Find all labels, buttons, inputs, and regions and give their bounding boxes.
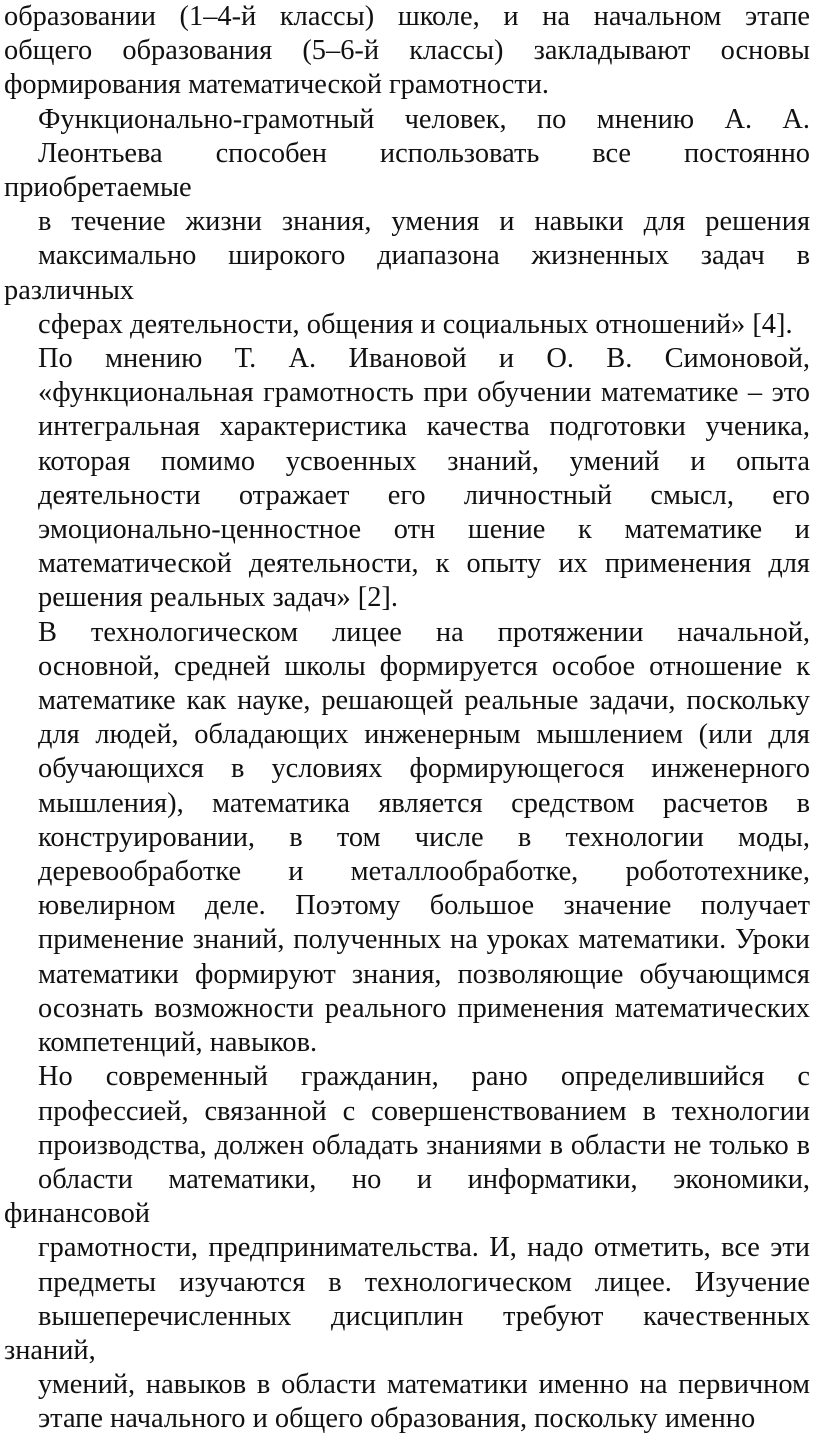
paragraph-3 bbox=[4, 342, 810, 616]
text-line: производства, должен обладать знаниями в области не только в bbox=[38, 1129, 810, 1161]
paragraph-1 bbox=[4, 0, 810, 103]
text-line: максимально широкого диапазона жизненных задач в различных bbox=[4, 240, 810, 306]
text-line: применение знаний, полученных на уроках математики. Уроки bbox=[38, 924, 810, 956]
text-line: в течение жизни знания, умения и навыки для решения bbox=[38, 206, 810, 238]
text-line: По мнению Т. А. Ивановой и О. В. Симоновой, bbox=[38, 343, 810, 375]
text-line: «функциональная грамотность при обучении математике – это bbox=[38, 377, 810, 409]
text-line: обучающихся в условиях формирующегося инженерного bbox=[38, 753, 810, 785]
text-line: грамотности, предпринимательства. И, надо отметить, все эти bbox=[38, 1232, 810, 1264]
text-line: компетенций, навыков. bbox=[38, 1027, 318, 1059]
text-line: осознать возможности реального применения математических bbox=[38, 992, 810, 1024]
document-body bbox=[4, 0, 810, 1437]
text-line: формирования математической грамотности. bbox=[4, 69, 550, 101]
text-line: Леонтьева способен использовать все постоянно приобретаемые bbox=[4, 137, 810, 204]
text-line: деревообработке и металлообработке, робототехнике, bbox=[38, 856, 810, 888]
text-line: умений, навыков в области математики именно на первичном bbox=[38, 1369, 810, 1401]
text-line: деятельности отражает его личностный смысл, его bbox=[38, 479, 810, 511]
text-line: для людей, обладающих инженерным мышлением (или для bbox=[38, 719, 810, 751]
text-line: мышления), математика является средством расчетов в bbox=[38, 787, 810, 819]
text-line: профессией, связанной с совершенствованием в технологии bbox=[38, 1095, 810, 1127]
text-line: В технологическом лицее на протяжении начальной, bbox=[38, 616, 810, 648]
text-line: области математики, но и информатики, экономики, финансовой bbox=[4, 1163, 810, 1230]
text-line: эмоционально-ценностное отн шение к математике и bbox=[38, 514, 810, 546]
text-line: решения реальных задач» [2]. bbox=[38, 582, 398, 614]
text-line: общего образования (5–6-й классы) закладывают основы bbox=[4, 35, 810, 67]
text-line: ювелирном деле. Поэтому большое значение получает bbox=[38, 890, 810, 922]
text-line: этапе начального и общего образования, поскольку именно bbox=[38, 1403, 756, 1435]
text-line: вышеперечисленных дисциплин требуют качественных знаний, bbox=[4, 1300, 810, 1366]
text-line: сферах деятельности, общения и социальных отношений» [4]. bbox=[38, 308, 793, 340]
text-line: образовании (1–4-й классы) школе, и на начальном этапе bbox=[4, 1, 810, 32]
text-line: Но современный гражданин, рано определившийся с bbox=[38, 1061, 810, 1093]
text-line: математики формируют знания, позволяющие обучающимся bbox=[38, 958, 810, 990]
text-line: которая помимо усвоенных знаний, умений и опыта bbox=[38, 445, 810, 477]
paragraph-5 bbox=[4, 1060, 810, 1436]
text-line: математике как науке, решающей реальные задачи, поскольку bbox=[38, 685, 810, 717]
text-line: конструировании, в том числе в технологии моды, bbox=[38, 821, 810, 853]
paragraph-4 bbox=[4, 616, 810, 1061]
text-line: предметы изучаются в технологическом лицее. Изучение bbox=[38, 1266, 810, 1298]
text-line: интегральная характеристика качества подготовки ученика, bbox=[38, 411, 810, 443]
text-line: Функционально-грамотный человек, по мнению А. А. bbox=[38, 103, 810, 135]
text-line: математической деятельности, к опыту их применения для bbox=[38, 548, 810, 580]
text-line: основной, средней школы формируется особое отношение к bbox=[38, 650, 810, 682]
paragraph-2 bbox=[4, 103, 810, 342]
